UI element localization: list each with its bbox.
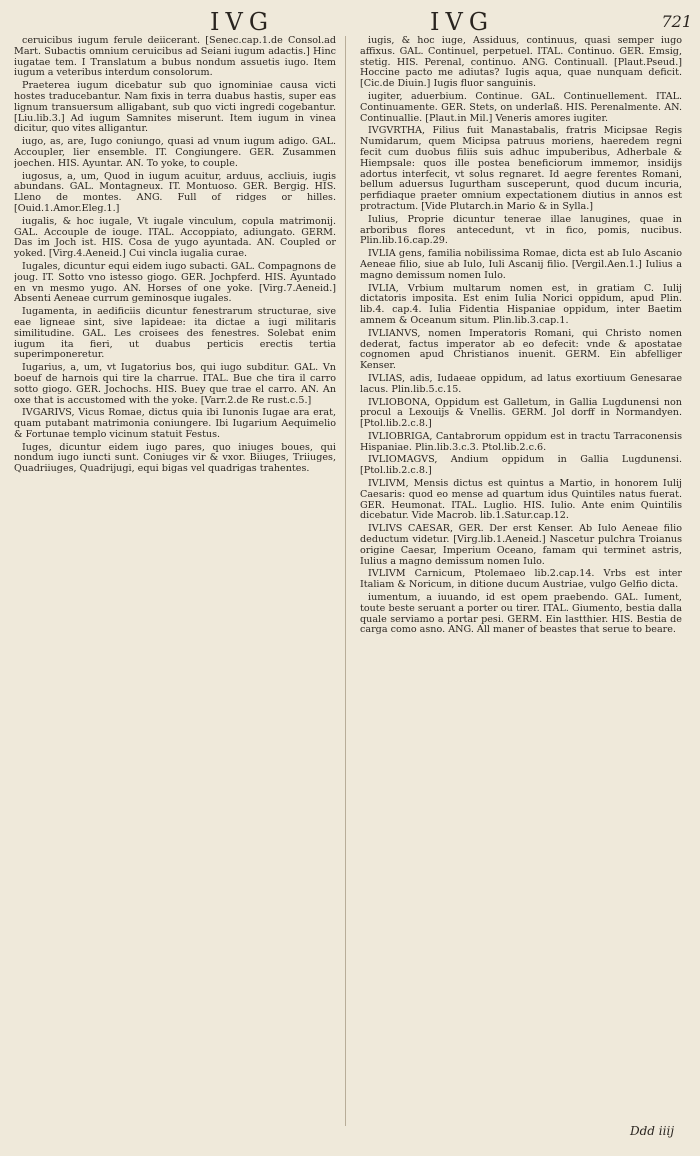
entry: iugiter, aduerbium. Continue. GAL. Continuellement. ITAL. Continuamente. GER. Stets, on underlaß. HIS. Perenalmente. AN. Continuallie. [Plaut.in Mil.] Veneris amores iugiter. <box>360 90 682 124</box>
entry: Iugamenta, in aedificiis dicuntur fenestrarum structurae, sive eae ligneae sint, sive lapideae: ita dictae a iugi militaris similitudine. GAL. Les croisees des fenestres. Solebat enim iugum ita fieri, ut duabus perticis erectis tertia superimponeretur. <box>14 306 336 361</box>
entry: Iugales, dicuntur equi eidem iugo subacti. GAL. Compagnons de joug. IT. Sotto vno istesso giogo. GER. Jochpferd. HIS. Ayuntado en vn mesmo yugo. AN. Horses of one yoke. [Virg.7.Aeneid.] Absenti Aeneae currum geminosque iugales. <box>14 260 336 305</box>
entry: IVLIOBRIGA, Cantabrorum oppidum est in tractu Tarraconensis Hispaniae. Plin.lib.3.c.3. Ptol.lib.2.c.6. <box>360 430 682 453</box>
entry: Praeterea iugum dicebatur sub quo ignominiae causa victi hostes traducebantur. Nam fixis in terra duabus hastis, super eas lignum transuersum alligabant, sub quo victi ingredi cogebantur. [Liu.lib.3.] Ad iugum Samnites miserunt. Item iugum in vinea dicitur, quo vites alligantur. <box>14 80 336 135</box>
entry: iugalis, & hoc iugale, Vt iugale vinculum, copula matrimonij. GAL. Accouple de iouge. ITAL. Accoppiato, adiungato. GERM. Das im Joch ist. HIS. Cosa de yugo ayuntada. AN. Coupled or yoked. [Virg.4.Aeneid.] Cui vincla iugalia curae. <box>14 215 336 260</box>
entry: IVLIOBONA, Oppidum est Galletum, in Gallia Lugdunensi non procul a Lexouijs & Vnellis. GERM. Jol dorff in Normandyen. [Ptol.lib.2.c.8.] <box>360 396 682 430</box>
entry: IVLIVM Carnicum, Ptolemaeo lib.2.cap.14. Vrbs est inter Italiam & Noricum, in ditione ducum Austriae, vulgo Gelfio dicta. <box>360 568 682 591</box>
entry: IVLIOMAGVS, Andium oppidum in Gallia Lugdunensi. [Ptol.lib.2.c.8.] <box>360 454 682 477</box>
entry: iugis, & hoc iuge, Assiduus, continuus, quasi semper iugo affixus. GAL. Continuel, perpetuel. ITAL. Continuo. GER. Emsig, stetig. HIS. Perenal, continuo. ANG. Continuall. [Plaut.Pseud.] Hoccine pacto me adiutas? Iugis aqua, quae nunquam deficit. [Cic.de Diuin.] Iugis fluor sanguinis. <box>360 36 682 90</box>
right-running-head: IVG <box>430 8 494 36</box>
entry: Iugarius, a, um, vt Iugatorius bos, qui iugo subditur. GAL. Vn boeuf de harnois qui tire la charrue. ITAL. Bue che tira il carro sotto giogo. GER. Jochochs. HIS. Buey que trae el carro. AN. An oxe that is accustomed with the yoke. [Varr.2.de Re rust.c.5.] <box>14 362 336 406</box>
entry: IVLIA gens, familia nobilissima Romae, dicta est ab Iulo Ascanio Aeneae filio, siue ab Iulo, Iuli Ascanij filio. [Vergil.Aen.1.] Iulius a magno demissum nomen Iulo. <box>360 248 682 281</box>
entry: Iuges, dicuntur eidem iugo pares, quo iniuges boues, qui nondum iugo iuncti sunt. Coniuges vir & vxor. Biiuges, Triiuges, Quadriiuges, Quadrijugi, equi bigas vel quadrigas trahentes. <box>14 441 336 475</box>
entry: IVLIAS, adis, Iudaeae oppidum, ad latus exortiuum Genesarae lacus. Plin.lib.5.c.15. <box>360 372 682 395</box>
entry: iugo, as, are, Iugo coniungo, quasi ad vnum iugum adigo. GAL. Accoupler, lier ensemble. IT. Congiungere. GER. Zusammen joechen. HIS. Ayuntar. AN. To yoke, to couple. <box>14 136 336 169</box>
catchword: Ddd iiij <box>630 1124 675 1138</box>
entry: IVLIVS CAESAR, GER. Der erst Kenser. Ab Iulo Aeneae filio deductum videtur. [Virg.lib.1.Aeneid.] Nascetur pulchra Troianus origine Caesar, Imperium Oceano, famam qui terminet astris, Iulius a magno demissum nomen Iulo. <box>360 523 682 567</box>
entry: iugosus, a, um, Quod in iugum acuitur, arduus, accliuis, iugis abundans. GAL. Montagneux. IT. Montuoso. GER. Bergig. HIS. Lleno de montes. ANG. Full of ridges or hilles. [Ouid.1.Amor.Eleg.1.] <box>14 170 336 214</box>
entry: IVGVRTHA, Filius fuit Manastabalis, fratris Micipsae Regis Numidarum, quem Micipsa patruus moriens, haeredem regni fecit cum duobus filiis suis adhuc impuberibus, Adherbale & Hiempsale: quos ille postea beneficiorum immemor, insidijs adortus interfecit, vt solus regnaret. Id aegre ferentes Romani, bellum aduersus Iugurtham susceperunt, quod ducum incuria, perfidiaque praeter omnium expectationem diutius in annos est protractum. [Vide Plutarch.in Mario & in Sylla.] <box>360 125 682 212</box>
right-column <box>360 36 682 1116</box>
entry: IVGARIVS, Vicus Romae, dictus quia ibi Iunonis Iugae ara erat, quam putabant matrimonia coniungere. Ibi Iugarium Aequimelio & Fortunae templo vicinum statuit Festus. <box>14 407 336 440</box>
entry: ceruicibus iugum ferule deiicerant. [Senec.cap.1.de Consol.ad Mart. Subactis omnium ceruicibus ad Seiani iugum adactis.] Hinc iugatae tem. I Translatum a bubus nondum assuetis iugo. Item iugum a veteribus interdum consolorum. <box>14 36 336 79</box>
left-running-head: IVG <box>210 8 274 36</box>
left-column <box>14 36 336 1116</box>
entry: IVLIANVS, nomen Imperatoris Romani, qui Christo nomen dederat, factus imperator ab eo defecit: vnde & apostatae cognomen apud Christianos inuenit. GERM. Ein abfelliger Kenser. <box>360 327 682 372</box>
running-header <box>0 8 700 36</box>
entry: IVLIA, Vrbium multarum nomen est, in gratiam C. Iulij dictatoris imposita. Est enim Iulia Norici oppidum, apud Plin. lib.4. cap.4. Iulia Fidentia Hispaniae oppidum, inter Baetim amnem & Oceanum situm. Plin.lib.3.cap.1. <box>360 282 682 326</box>
entry: Iulius, Proprie dicuntur tenerae illae lanugines, quae in arboribus flores antecedunt, vt in fico, pomis, nucibus. Plin.lib.16.cap.29. <box>360 213 682 247</box>
entry: IVLIVM, Mensis dictus est quintus a Martio, in honorem Iulij Caesaris: quod eo mense ad quartum idus Quintiles natus fuerat. GER. Heumonat. ITAL. Luglio. HIS. Iulio. Ante enim Quintilis dicebatur. Vide Macrob. lib.1.Satur.cap.12. <box>360 478 682 522</box>
page-number: 721 <box>661 12 692 31</box>
column-divider <box>345 36 346 1126</box>
entry: iumentum, a iuuando, id est opem praebendo. GAL. Iument, toute beste seruant a porter ou tirer. ITAL. Giumento, bestia dalla quale serviamo a portar pesi. GERM. Ein lastthier. HIS. Bestia de carga como asno. ANG. All maner of beastes that serue to beare. <box>360 592 682 636</box>
